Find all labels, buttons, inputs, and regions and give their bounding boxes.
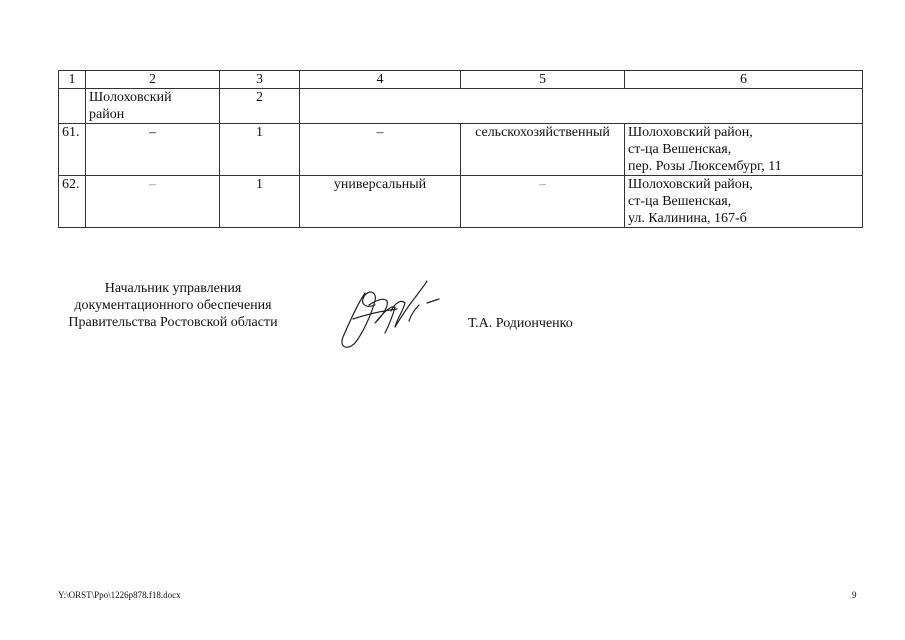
cell-col2: – bbox=[86, 176, 220, 228]
position-line: документационного обеспечения bbox=[74, 298, 272, 313]
cell-col3: 1 bbox=[220, 124, 300, 176]
page-number: 9 bbox=[852, 590, 857, 600]
district-group-row bbox=[59, 89, 863, 124]
cell-col4: – bbox=[300, 124, 461, 176]
header-cell: 4 bbox=[300, 71, 461, 89]
position-line: Начальник управления bbox=[104, 281, 242, 296]
header-cell: 6 bbox=[625, 71, 863, 89]
position-line: Правительства Ростовской области bbox=[68, 315, 278, 330]
header-cell: 1 bbox=[59, 71, 86, 89]
empty-cell bbox=[59, 89, 86, 124]
table-row bbox=[59, 124, 863, 176]
district-name: Шолоховский район bbox=[86, 89, 220, 124]
row-number: 61. bbox=[59, 124, 86, 176]
cell-col5: сельскохозяйственный bbox=[461, 124, 625, 176]
header-cell: 5 bbox=[461, 71, 625, 89]
cell-address: Шолоховский район, ст-ца Вешенская, пер. Розы Люксембург, 11 bbox=[625, 124, 863, 176]
cell-col3: 1 bbox=[220, 176, 300, 228]
signatory-name: Т.А. Родионченко bbox=[468, 316, 573, 331]
cell-col5: – bbox=[461, 176, 625, 228]
table-row bbox=[59, 176, 863, 228]
header-cell: 3 bbox=[220, 71, 300, 89]
district-count: 2 bbox=[220, 89, 300, 124]
footer-file-path: Y:\ORST\Ppo\1226p878.f18.docx bbox=[58, 590, 181, 600]
cell-col4: универсальный bbox=[300, 176, 461, 228]
cell-col2: – bbox=[86, 124, 220, 176]
register-table bbox=[58, 70, 863, 228]
table-header-row bbox=[59, 71, 863, 89]
handwritten-signature bbox=[335, 275, 445, 355]
header-cell: 2 bbox=[86, 71, 220, 89]
signatory-position bbox=[58, 280, 288, 331]
cell-address: Шолоховский район, ст-ца Вешенская, ул. Калинина, 167-б bbox=[625, 176, 863, 228]
empty-cell bbox=[300, 89, 863, 124]
row-number: 62. bbox=[59, 176, 86, 228]
